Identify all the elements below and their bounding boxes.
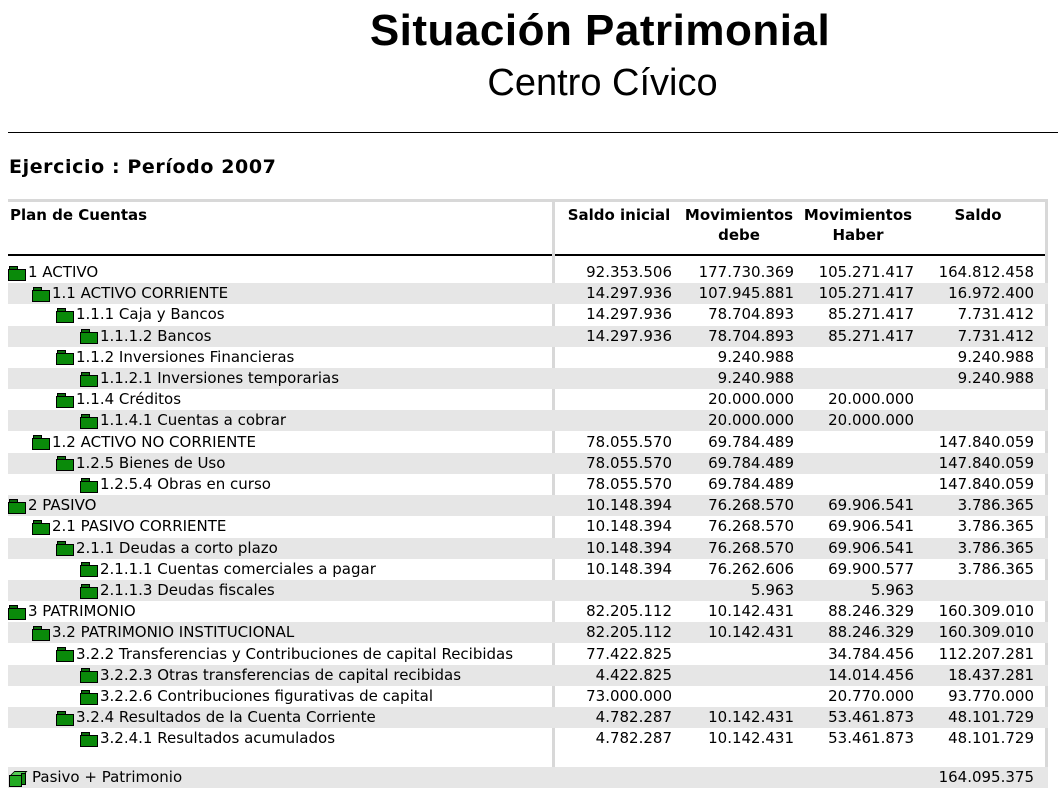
movimientos-debe-cell: 76.268.570 <box>708 538 794 557</box>
movimientos-haber-cell: 88.246.329 <box>828 623 914 642</box>
folder-icon[interactable] <box>56 710 74 726</box>
account-label: 1.1.1 Caja y Bancos <box>76 305 225 324</box>
saldo-cell: 93.770.000 <box>948 687 1034 705</box>
table-row[interactable] <box>8 644 1048 665</box>
saldo-cell: 147.840.059 <box>938 453 1034 472</box>
movimientos-debe-cell: 69.784.489 <box>708 475 794 493</box>
total-label-cell <box>8 767 182 788</box>
cube-icon <box>8 770 26 786</box>
saldo-cell: 48.101.729 <box>948 708 1034 727</box>
header-divider <box>8 132 1058 133</box>
folder-icon[interactable] <box>56 540 74 556</box>
saldo-inicial-cell: 78.055.570 <box>586 453 672 472</box>
table-row[interactable] <box>8 580 1048 601</box>
movimientos-debe-cell: 5.963 <box>751 581 794 599</box>
saldo-inicial-cell: 4.782.287 <box>595 729 672 748</box>
account-label: 3.2.2.3 Otras transferencias de capital recibidas <box>100 665 462 684</box>
saldo-inicial-cell: 10.148.394 <box>586 559 672 578</box>
movimientos-debe-cell: 78.704.893 <box>708 305 794 324</box>
folder-icon[interactable] <box>32 286 50 302</box>
saldo-inicial-cell: 10.148.394 <box>586 517 672 536</box>
movimientos-haber-cell: 105.271.417 <box>818 284 914 303</box>
folder-icon[interactable] <box>32 519 50 535</box>
movimientos-debe-cell: 20.000.000 <box>708 390 794 409</box>
saldo-inicial-cell: 14.297.936 <box>586 305 672 324</box>
account-cell <box>80 559 376 580</box>
movimientos-haber-cell: 85.271.417 <box>828 326 914 345</box>
movimientos-haber-cell: 53.461.873 <box>828 708 914 727</box>
account-label: 1.1.4.1 Cuentas a cobrar <box>100 411 287 430</box>
movimientos-debe-cell: 76.268.570 <box>708 496 794 515</box>
saldo-inicial-cell: 78.055.570 <box>586 432 672 451</box>
total-row[interactable] <box>8 767 1048 788</box>
saldo-cell: 7.731.412 <box>957 305 1034 324</box>
mov-haber-line2: Haber <box>832 226 884 244</box>
account-cell <box>56 304 225 325</box>
account-cell <box>32 432 256 453</box>
saldo-cell: 147.840.059 <box>938 475 1034 493</box>
account-cell <box>80 580 275 601</box>
folder-icon[interactable] <box>32 625 50 641</box>
folder-icon[interactable] <box>80 689 98 705</box>
saldo-inicial-cell: 77.422.825 <box>586 644 672 663</box>
report-subtitle: Centro Cívico <box>487 62 718 104</box>
folder-icon[interactable] <box>8 265 26 281</box>
account-label: 1.2.5 Bienes de Uso <box>76 453 226 472</box>
movimientos-debe-cell: 69.784.489 <box>708 432 794 451</box>
movimientos-debe-cell: 10.142.431 <box>708 623 794 642</box>
account-label: 2.1.1.3 Deudas fiscales <box>100 581 275 599</box>
account-label: 1.2.5.4 Obras en curso <box>100 475 271 493</box>
account-cell <box>56 538 278 559</box>
account-label: 3 PATRIMONIO <box>28 602 136 621</box>
table-row[interactable] <box>8 474 1048 495</box>
table-row[interactable] <box>8 453 1048 474</box>
folder-icon[interactable] <box>8 498 26 514</box>
movimientos-debe-cell: 9.240.988 <box>717 347 794 366</box>
movimientos-haber-cell: 85.271.417 <box>828 305 914 324</box>
saldo-cell: 18.437.281 <box>948 665 1034 684</box>
movimientos-haber-cell: 53.461.873 <box>828 729 914 748</box>
table-row[interactable] <box>8 389 1048 410</box>
saldo-cell: 160.309.010 <box>938 602 1034 621</box>
account-cell <box>32 283 228 304</box>
account-label: 1.1 ACTIVO CORRIENTE <box>52 284 229 303</box>
movimientos-haber-cell: 34.784.456 <box>828 644 914 663</box>
movimientos-haber-cell: 20.000.000 <box>828 390 914 409</box>
account-cell <box>8 495 96 516</box>
movimientos-debe-cell: 9.240.988 <box>717 369 794 387</box>
account-label: 1.1.2 Inversiones Financieras <box>76 347 295 366</box>
movimientos-haber-cell: 69.906.541 <box>828 538 914 557</box>
account-cell <box>80 474 271 495</box>
account-label: 3.2.4.1 Resultados acumulados <box>100 729 336 748</box>
table-row[interactable] <box>8 516 1048 537</box>
table-row[interactable] <box>8 686 1048 707</box>
table-row[interactable] <box>8 707 1048 728</box>
saldo-cell: 9.240.988 <box>957 347 1034 366</box>
account-label: 2.1 PASIVO CORRIENTE <box>52 517 227 536</box>
account-label: 1.1.1.2 Bancos <box>100 326 212 345</box>
account-label: 3.2 PATRIMONIO INSTITUCIONAL <box>52 623 295 642</box>
folder-icon[interactable] <box>56 455 74 471</box>
account-cell <box>56 347 294 368</box>
account-cell <box>80 326 211 347</box>
table-row[interactable] <box>8 622 1048 643</box>
movimientos-debe-cell: 69.784.489 <box>708 453 794 472</box>
account-cell <box>8 262 98 283</box>
folder-icon[interactable] <box>80 328 98 344</box>
table-row[interactable] <box>8 495 1048 516</box>
folder-icon[interactable] <box>56 307 74 323</box>
saldo-cell: 160.309.010 <box>938 623 1034 642</box>
saldo-inicial-cell: 78.055.570 <box>586 475 672 493</box>
account-label: 3.2.2.6 Contribuciones figurativas de capital <box>100 687 433 705</box>
movimientos-debe-cell: 10.142.431 <box>708 602 794 621</box>
saldo-cell: 3.786.365 <box>957 538 1034 557</box>
folder-icon[interactable] <box>8 604 26 620</box>
movimientos-haber-cell: 105.271.417 <box>818 263 914 281</box>
period-label: Ejercicio : Período 2007 <box>9 156 277 178</box>
saldo-cell: 48.101.729 <box>948 729 1034 748</box>
account-cell <box>80 665 461 686</box>
account-cell <box>32 516 226 537</box>
movimientos-debe-cell: 10.142.431 <box>708 729 794 748</box>
mov-debe-line2: debe <box>718 226 760 244</box>
movimientos-haber-cell: 88.246.329 <box>828 602 914 621</box>
saldo-cell: 164.812.458 <box>938 263 1034 281</box>
movimientos-debe-cell: 20.000.000 <box>708 411 794 430</box>
saldo-inicial-cell: 82.205.112 <box>586 602 672 621</box>
table-row[interactable] <box>8 262 1048 283</box>
movimientos-haber-cell: 5.963 <box>871 581 914 599</box>
saldo-inicial-cell: 82.205.112 <box>586 623 672 642</box>
movimientos-haber-cell: 69.906.541 <box>828 517 914 536</box>
folder-icon[interactable] <box>32 434 50 450</box>
account-label: 1 ACTIVO <box>28 263 99 281</box>
account-label: 3.2.4 Resultados de la Cuenta Corriente <box>76 708 376 727</box>
folder-icon[interactable] <box>80 561 98 577</box>
folder-icon[interactable] <box>80 583 98 599</box>
account-label: 1.1.2.1 Inversiones temporarias <box>100 369 340 387</box>
table-row[interactable] <box>8 538 1048 559</box>
account-cell <box>80 686 433 707</box>
saldo-inicial-cell: 73.000.000 <box>586 687 672 705</box>
table-row[interactable] <box>8 283 1048 304</box>
folder-icon[interactable] <box>80 667 98 683</box>
movimientos-debe-cell: 107.945.881 <box>698 284 794 303</box>
saldo-cell: 3.786.365 <box>957 496 1034 515</box>
movimientos-debe-cell: 177.730.369 <box>698 263 794 281</box>
account-label: 3.2.2 Transferencias y Contribuciones de capital Recibidas <box>76 644 514 663</box>
total-label: Pasivo + Patrimonio <box>32 768 183 786</box>
total-saldo-cell: 164.095.375 <box>938 768 1034 786</box>
saldo-cell: 3.786.365 <box>957 517 1034 536</box>
table-row[interactable] <box>8 432 1048 453</box>
mov-haber-line1: Movimientos <box>803 206 913 224</box>
saldo-inicial-label: Saldo inicial <box>567 206 671 224</box>
table-row[interactable] <box>8 410 1048 431</box>
table-row[interactable] <box>8 347 1048 368</box>
saldo-inicial-cell: 14.297.936 <box>586 326 672 345</box>
folder-icon[interactable] <box>56 646 74 662</box>
account-cell <box>32 622 294 643</box>
movimientos-haber-cell: 14.014.456 <box>828 665 914 684</box>
mov-debe-line1: Movimientos <box>684 206 794 224</box>
account-label: 2.1.1 Deudas a corto plazo <box>76 538 278 557</box>
column-header-saldo: Saldo <box>954 206 1002 224</box>
saldo-inicial-cell: 14.297.936 <box>586 284 672 303</box>
saldo-inicial-cell: 10.148.394 <box>586 538 672 557</box>
saldo-inicial-cell: 92.353.506 <box>586 263 672 281</box>
account-label: 1.1.4 Créditos <box>76 390 182 409</box>
column-header-saldo-inicial <box>556 205 682 225</box>
account-cell <box>56 707 376 728</box>
column-header-movimientos-debe <box>680 205 798 245</box>
account-cell <box>56 453 225 474</box>
movimientos-haber-cell: 20.770.000 <box>828 687 914 705</box>
table-header <box>8 199 1048 256</box>
saldo-cell: 9.240.988 <box>957 369 1034 387</box>
column-header-account: Plan de Cuentas <box>10 206 148 224</box>
report-title: Situación Patrimonial <box>369 6 831 55</box>
account-cell <box>80 368 339 389</box>
movimientos-debe-cell: 76.262.606 <box>708 559 794 578</box>
table-row[interactable] <box>8 665 1048 686</box>
account-cell <box>56 389 181 410</box>
saldo-inicial-cell: 4.422.825 <box>595 665 672 684</box>
table-row[interactable] <box>8 601 1048 622</box>
movimientos-debe-cell: 76.268.570 <box>708 517 794 536</box>
folder-icon[interactable] <box>80 371 98 387</box>
movimientos-haber-cell: 69.906.541 <box>828 496 914 515</box>
movimientos-debe-cell: 10.142.431 <box>708 708 794 727</box>
saldo-cell: 7.731.412 <box>957 326 1034 345</box>
movimientos-haber-cell: 69.900.577 <box>828 559 914 578</box>
saldo-inicial-cell: 10.148.394 <box>586 496 672 515</box>
table-row[interactable] <box>8 368 1048 389</box>
account-label: 2 PASIVO <box>28 496 97 515</box>
saldo-cell: 147.840.059 <box>938 432 1034 451</box>
saldo-cell: 112.207.281 <box>938 644 1034 663</box>
saldo-cell: 16.972.400 <box>948 284 1034 303</box>
table-row[interactable] <box>8 326 1048 347</box>
movimientos-haber-cell: 20.000.000 <box>828 411 914 430</box>
table-row[interactable] <box>8 728 1048 749</box>
table-row[interactable] <box>8 559 1048 580</box>
account-cell <box>80 728 335 749</box>
folder-icon[interactable] <box>56 349 74 365</box>
folder-icon[interactable] <box>80 477 98 493</box>
saldo-cell: 3.786.365 <box>957 559 1034 578</box>
folder-icon[interactable] <box>56 392 74 408</box>
account-label: 2.1.1.1 Cuentas comerciales a pagar <box>100 559 376 578</box>
table-row[interactable] <box>8 304 1048 325</box>
saldo-inicial-cell: 4.782.287 <box>595 708 672 727</box>
column-header-movimientos-haber <box>800 205 916 245</box>
account-cell <box>80 410 286 431</box>
folder-icon[interactable] <box>80 731 98 747</box>
folder-icon[interactable] <box>80 413 98 429</box>
account-cell <box>8 601 136 622</box>
movimientos-debe-cell: 78.704.893 <box>708 326 794 345</box>
account-label: 1.2 ACTIVO NO CORRIENTE <box>52 432 256 451</box>
account-cell <box>56 644 513 665</box>
